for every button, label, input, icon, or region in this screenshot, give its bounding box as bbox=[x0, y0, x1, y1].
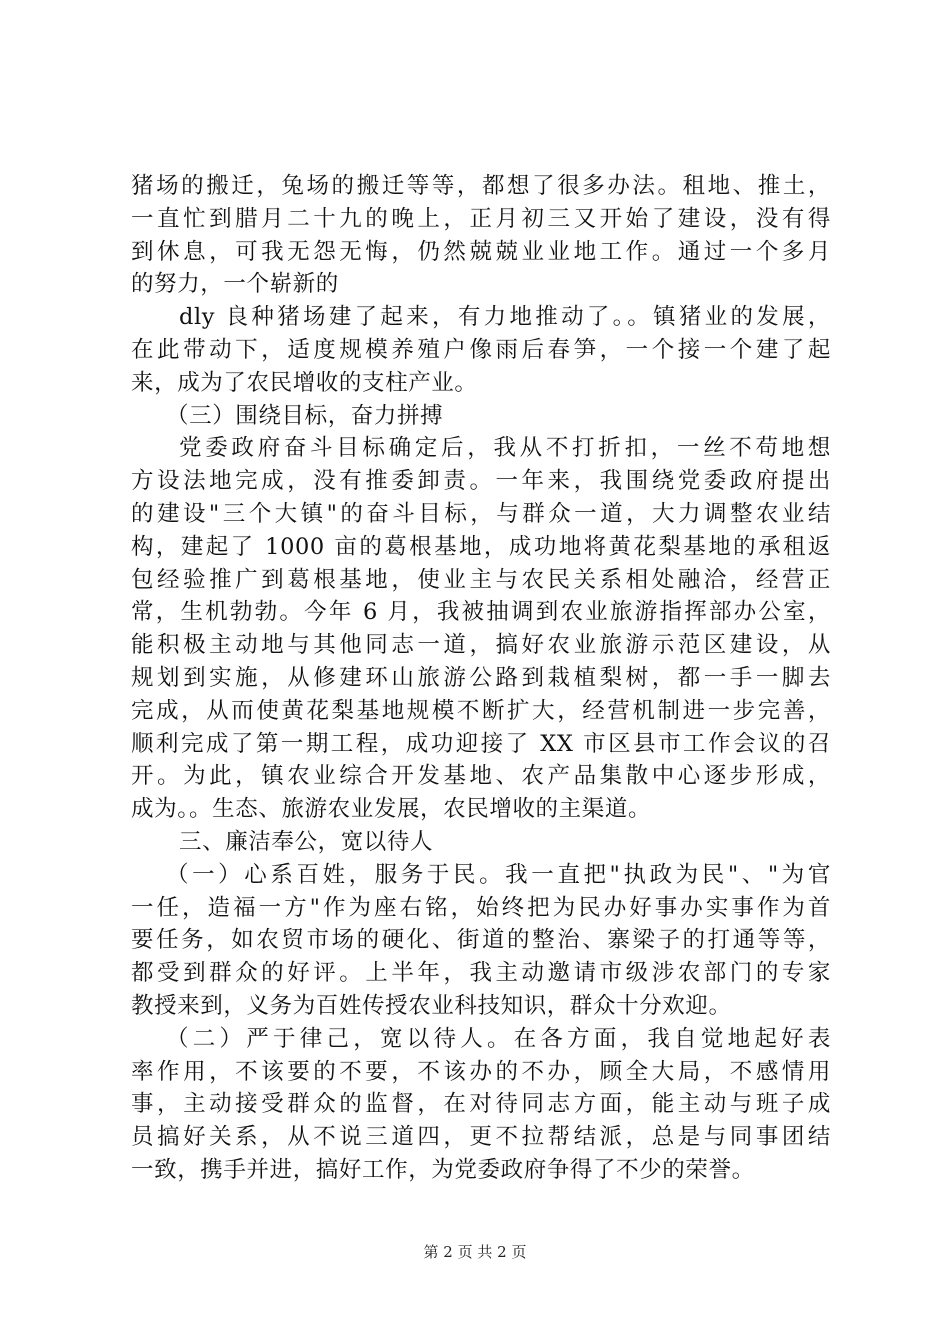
text-line: 党委政府奋斗目标确定后，我从不打折扣，一丝不苟地想 bbox=[179, 435, 831, 462]
text-line: （二）严于律己，宽以待人。在各方面，我自觉地起好表 bbox=[166, 1025, 831, 1052]
text-line: 到休息，可我无怨无悔，仍然兢兢业业地工作。通过一个多月 bbox=[131, 238, 831, 265]
text-line: dly 良种猪场建了起来，有力地推动了。。镇猪业的发展， bbox=[179, 304, 831, 331]
text-line: 要任务，如农贸市场的硬化、街道的整治、寨梁子的打通等等， bbox=[131, 927, 831, 954]
text-line: 都受到群众的好评。上半年，我主动邀请市级涉农部门的专家 bbox=[131, 960, 831, 987]
text-line: 率作用，不该要的不要，不该办的不办，顾全大局，不感情用 bbox=[131, 1058, 831, 1085]
text-line: 包经验推广到葛根基地，使业主与农民关系相处融洽，经营正 bbox=[131, 566, 831, 593]
text-line: 成为。。生态、旅游农业发展，农民增收的主渠道。 bbox=[131, 796, 652, 823]
text-line: 能积极主动地与其他同志一道，搞好农业旅游示范区建设，从 bbox=[131, 632, 831, 659]
text-line: 顺利完成了第一期工程，成功迎接了 XX 市区县市工作会议的召 bbox=[131, 730, 831, 757]
text-line: 构，建起了 1000 亩的葛根基地，成功地将黄花梨基地的承租返 bbox=[131, 533, 831, 560]
text-line: （一）心系百姓，服务于民。我一直把"执政为民"、"为官 bbox=[166, 861, 831, 888]
text-line: 事，主动接受群众的监督，在对待同志方面，能主动与班子成 bbox=[131, 1091, 831, 1118]
text-line: 规划到实施，从修建环山旅游公路到栽植梨树，都一手一脚去 bbox=[131, 664, 831, 691]
text-line: 三、廉洁奉公，宽以待人 bbox=[179, 828, 434, 855]
text-line: 一任，造福一方"作为座右铭，始终把为民办好事办实事作为首 bbox=[131, 894, 831, 921]
text-line: 来，成为了农民增收的支柱产业。 bbox=[131, 369, 478, 396]
text-line: 猪场的搬迁，兔场的搬迁等等，都想了很多办法。租地、推土， bbox=[131, 173, 831, 199]
document-body bbox=[131, 170, 831, 1187]
page-footer: 第 2 页 共 2 页 bbox=[423, 1243, 527, 1261]
text-line: （三）围绕目标，奋力拼搏 bbox=[166, 402, 444, 429]
text-line: 完成，从而使黄花梨基地规模不断扩大，经营机制进一步完善， bbox=[131, 697, 831, 724]
text-line: 的努力，一个崭新的 bbox=[131, 271, 339, 298]
text-line: 开。为此，镇农业综合开发基地、农产品集散中心逐步形成， bbox=[131, 763, 831, 790]
text-line: 员搞好关系，从不说三道四，更不拉帮结派，总是与同事团结 bbox=[131, 1124, 831, 1151]
text-line: 一致，携手并进，搞好工作，为党委政府争得了不少的荣誉。 bbox=[131, 1156, 755, 1183]
text-line: 一直忙到腊月二十九的晚上，正月初三又开始了建设，没有得 bbox=[131, 205, 831, 232]
text-line: 在此带动下，适度规模养殖户像雨后春笋，一个接一个建了起 bbox=[131, 336, 831, 363]
text-line: 方设法地完成，没有推委卸责。一年来，我围绕党委政府提出 bbox=[131, 468, 831, 495]
text-line: 常，生机勃勃。今年 6 月，我被抽调到农业旅游指挥部办公室， bbox=[131, 599, 831, 626]
text-line: 的建设"三个大镇"的奋斗目标，与群众一道，大力调整农业结 bbox=[131, 500, 831, 527]
text-line: 教授来到，义务为百姓传授农业科技知识，群众十分欢迎。 bbox=[131, 992, 732, 1019]
